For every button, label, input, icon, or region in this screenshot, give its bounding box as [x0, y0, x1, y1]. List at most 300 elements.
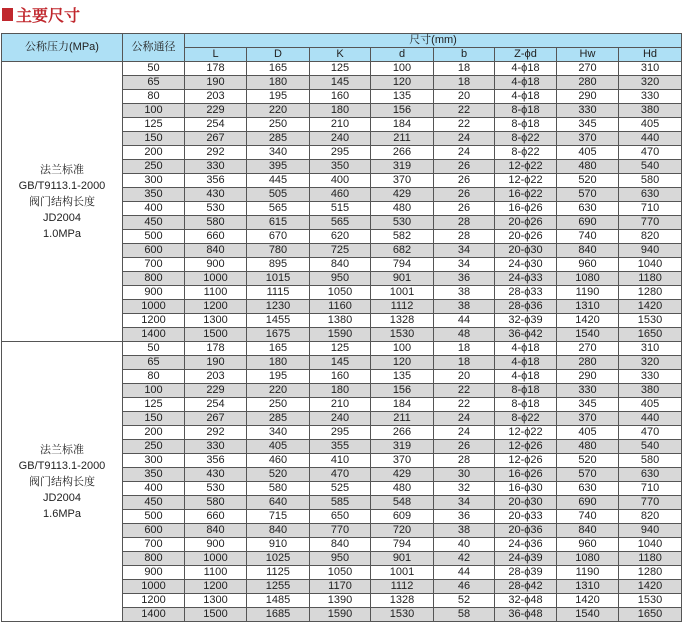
table-cell: 800	[123, 552, 185, 566]
header-col-2: K	[310, 48, 371, 62]
table-cell: 1300	[185, 594, 247, 608]
table-cell: 34	[434, 496, 495, 510]
table-cell: 580	[185, 216, 247, 230]
table-cell: 36	[434, 272, 495, 286]
table-cell: 615	[247, 216, 310, 230]
table-cell: 20-ϕ30	[495, 496, 557, 510]
table-cell: 135	[371, 370, 434, 384]
table-cell: 4-ϕ18	[495, 370, 557, 384]
table-cell: 520	[557, 454, 619, 468]
table-cell: 520	[247, 468, 310, 482]
header-col-5: Z-ϕd	[495, 48, 557, 62]
header-col-1: D	[247, 48, 310, 62]
table-cell: 80	[123, 370, 185, 384]
table-cell: 12-ϕ26	[495, 440, 557, 454]
table-cell: 480	[371, 202, 434, 216]
table-cell: 200	[123, 426, 185, 440]
table-cell: 570	[557, 468, 619, 482]
table-cell: 1500	[185, 328, 247, 342]
table-cell: 330	[619, 90, 682, 104]
table-cell: 1000	[123, 300, 185, 314]
table-cell: 740	[557, 230, 619, 244]
table-cell: 165	[247, 342, 310, 356]
table-cell: 135	[371, 90, 434, 104]
table-cell: 1310	[557, 300, 619, 314]
table-cell: 18	[434, 62, 495, 76]
table-cell: 190	[185, 356, 247, 370]
table-cell: 22	[434, 104, 495, 118]
table-cell: 266	[371, 426, 434, 440]
table-cell: 1115	[247, 286, 310, 300]
header-col-0: L	[185, 48, 247, 62]
table-cell: 1000	[185, 272, 247, 286]
table-cell: 794	[371, 258, 434, 272]
table-cell: 1280	[619, 286, 682, 300]
table-cell: 548	[371, 496, 434, 510]
table-cell: 290	[557, 370, 619, 384]
table-cell: 12-ϕ26	[495, 454, 557, 468]
standard-line: 1.6MPa	[43, 507, 81, 520]
table-cell: 715	[247, 510, 310, 524]
table-cell: 1000	[123, 580, 185, 594]
table-cell: 20	[434, 370, 495, 384]
table-cell: 330	[185, 160, 247, 174]
table-cell: 184	[371, 398, 434, 412]
table-cell: 650	[310, 510, 371, 524]
table-cell: 1040	[619, 258, 682, 272]
table-cell: 405	[619, 118, 682, 132]
table-cell: 470	[310, 468, 371, 482]
table-cell: 290	[557, 90, 619, 104]
table-cell: 28-ϕ36	[495, 300, 557, 314]
table-cell: 690	[557, 216, 619, 230]
table-cell: 8-ϕ22	[495, 146, 557, 160]
table-cell: 20-ϕ26	[495, 230, 557, 244]
table-cell: 1685	[247, 608, 310, 622]
table-cell: 211	[371, 412, 434, 426]
table-cell: 525	[310, 482, 371, 496]
table-cell: 28	[434, 230, 495, 244]
table-cell: 500	[123, 230, 185, 244]
table-cell: 210	[310, 118, 371, 132]
table-cell: 16-ϕ22	[495, 188, 557, 202]
table-cell: 400	[123, 202, 185, 216]
table-cell: 120	[371, 356, 434, 370]
table-cell: 429	[371, 188, 434, 202]
table-cell: 900	[185, 538, 247, 552]
table-cell: 340	[247, 146, 310, 160]
table-cell: 178	[185, 62, 247, 76]
table-cell: 50	[123, 62, 185, 76]
table-cell: 267	[185, 132, 247, 146]
table-cell: 36-ϕ42	[495, 328, 557, 342]
table-cell: 320	[619, 356, 682, 370]
table-cell: 280	[557, 76, 619, 90]
table-cell: 460	[310, 188, 371, 202]
table-cell: 220	[247, 384, 310, 398]
table-cell: 20-ϕ36	[495, 524, 557, 538]
table-cell: 565	[247, 202, 310, 216]
table-cell: 405	[247, 440, 310, 454]
table-cell: 1650	[619, 328, 682, 342]
standard-label	[2, 62, 123, 342]
table-cell: 660	[185, 510, 247, 524]
table-cell: 1000	[185, 552, 247, 566]
table-cell: 356	[185, 454, 247, 468]
table-cell: 480	[557, 440, 619, 454]
header-col-7: Hd	[619, 48, 682, 62]
table-cell: 480	[371, 482, 434, 496]
table-cell: 24-ϕ33	[495, 272, 557, 286]
table-cell: 345	[557, 118, 619, 132]
table-cell: 820	[619, 230, 682, 244]
table-cell: 901	[371, 552, 434, 566]
table-cell: 16-ϕ26	[495, 468, 557, 482]
table-cell: 1420	[557, 314, 619, 328]
table-cell: 1255	[247, 580, 310, 594]
table-cell: 480	[557, 160, 619, 174]
table-cell: 582	[371, 230, 434, 244]
table-cell: 1180	[619, 272, 682, 286]
table-cell: 1380	[310, 314, 371, 328]
table-cell: 609	[371, 510, 434, 524]
table-cell: 210	[310, 398, 371, 412]
table-cell: 250	[123, 160, 185, 174]
table-cell: 1180	[619, 552, 682, 566]
table-cell: 370	[557, 412, 619, 426]
table-cell: 24	[434, 426, 495, 440]
table-cell: 565	[310, 216, 371, 230]
table-cell: 4-ϕ18	[495, 90, 557, 104]
table-cell: 1080	[557, 552, 619, 566]
table-cell: 44	[434, 314, 495, 328]
table-cell: 1200	[123, 594, 185, 608]
table-cell: 250	[123, 440, 185, 454]
table-cell: 8-ϕ22	[495, 132, 557, 146]
table-cell: 1530	[619, 594, 682, 608]
table-cell: 18	[434, 342, 495, 356]
table-cell: 540	[619, 160, 682, 174]
table-cell: 400	[123, 482, 185, 496]
table-cell: 280	[557, 356, 619, 370]
table-cell: 28	[434, 454, 495, 468]
table-cell: 26	[434, 160, 495, 174]
table-cell: 4-ϕ18	[495, 356, 557, 370]
table-cell: 229	[185, 104, 247, 118]
table-cell: 18	[434, 356, 495, 370]
table-cell: 125	[310, 342, 371, 356]
table-cell: 18	[434, 76, 495, 90]
table-cell: 250	[247, 398, 310, 412]
table-cell: 580	[619, 454, 682, 468]
table-cell: 26	[434, 174, 495, 188]
table-cell: 65	[123, 356, 185, 370]
table-cell: 120	[371, 76, 434, 90]
table-cell: 1100	[185, 286, 247, 300]
table-cell: 940	[619, 524, 682, 538]
table-cell: 820	[619, 510, 682, 524]
table-cell: 505	[247, 188, 310, 202]
table-cell: 1160	[310, 300, 371, 314]
table-cell: 38	[434, 300, 495, 314]
table-cell: 1328	[371, 594, 434, 608]
header-col-6: Hw	[557, 48, 619, 62]
table-cell: 28	[434, 216, 495, 230]
table-cell: 16-ϕ26	[495, 202, 557, 216]
standard-line: 1.0MPa	[43, 227, 81, 240]
table-cell: 580	[247, 482, 310, 496]
table-cell: 1170	[310, 580, 371, 594]
table-cell: 44	[434, 566, 495, 580]
table-cell: 1112	[371, 300, 434, 314]
table-cell: 1015	[247, 272, 310, 286]
table-cell: 50	[123, 342, 185, 356]
table-cell: 319	[371, 160, 434, 174]
table-cell: 710	[619, 482, 682, 496]
table-cell: 370	[371, 174, 434, 188]
table-cell: 203	[185, 90, 247, 104]
table-cell: 184	[371, 118, 434, 132]
table-cell: 4-ϕ18	[495, 76, 557, 90]
table-cell: 1328	[371, 314, 434, 328]
table-cell: 580	[619, 174, 682, 188]
table-cell: 8-ϕ22	[495, 412, 557, 426]
table-cell: 65	[123, 76, 185, 90]
table-cell: 195	[247, 370, 310, 384]
table-cell: 585	[310, 496, 371, 510]
table-cell: 800	[123, 272, 185, 286]
table-cell: 330	[185, 440, 247, 454]
header-pressure: 公称压力(MPa)	[2, 34, 123, 62]
table-cell: 12-ϕ22	[495, 426, 557, 440]
table-cell: 1650	[619, 608, 682, 622]
table-cell: 1125	[247, 566, 310, 580]
table-cell: 1455	[247, 314, 310, 328]
table-cell: 1590	[310, 328, 371, 342]
table-cell: 28-ϕ39	[495, 566, 557, 580]
table-cell: 58	[434, 608, 495, 622]
standard-label	[2, 342, 123, 622]
standard-line: JD2004	[43, 211, 81, 224]
table-cell: 26	[434, 440, 495, 454]
table-cell: 266	[371, 146, 434, 160]
table-cell: 310	[619, 342, 682, 356]
table-cell: 24	[434, 132, 495, 146]
table-cell: 1025	[247, 552, 310, 566]
table-cell: 20-ϕ33	[495, 510, 557, 524]
header-col-3: d	[371, 48, 434, 62]
table-cell: 345	[557, 398, 619, 412]
table-cell: 470	[619, 146, 682, 160]
table-cell: 80	[123, 90, 185, 104]
table-cell: 540	[619, 440, 682, 454]
table-cell: 840	[310, 538, 371, 552]
table-cell: 38	[434, 524, 495, 538]
table-cell: 150	[123, 412, 185, 426]
table-cell: 960	[557, 258, 619, 272]
table-cell: 46	[434, 580, 495, 594]
table-cell: 520	[557, 174, 619, 188]
table-cell: 405	[557, 146, 619, 160]
table-cell: 940	[619, 244, 682, 258]
table-cell: 895	[247, 258, 310, 272]
table-cell: 48	[434, 328, 495, 342]
table-cell: 100	[371, 62, 434, 76]
table-cell: 1420	[557, 594, 619, 608]
table-cell: 670	[247, 230, 310, 244]
table-cell: 32	[434, 482, 495, 496]
table-cell: 640	[247, 496, 310, 510]
table-cell: 700	[123, 538, 185, 552]
standard-line: GB/T9113.1-2000	[18, 179, 106, 192]
table-cell: 1400	[123, 328, 185, 342]
table-cell: 380	[619, 384, 682, 398]
table-cell: 430	[185, 468, 247, 482]
table-cell: 1040	[619, 538, 682, 552]
table-cell: 145	[310, 76, 371, 90]
table-cell: 36-ϕ48	[495, 608, 557, 622]
table-cell: 1200	[185, 300, 247, 314]
table-cell: 1310	[557, 580, 619, 594]
table-cell: 620	[310, 230, 371, 244]
table-cell: 1485	[247, 594, 310, 608]
table-cell: 330	[619, 370, 682, 384]
table-cell: 840	[557, 524, 619, 538]
table-cell: 20	[434, 90, 495, 104]
table-cell: 1500	[185, 608, 247, 622]
table-cell: 630	[557, 482, 619, 496]
table-cell: 630	[619, 188, 682, 202]
table-cell: 1200	[123, 314, 185, 328]
table-cell: 770	[310, 524, 371, 538]
table-cell: 1190	[557, 286, 619, 300]
table-cell: 1100	[185, 566, 247, 580]
table-cell: 12-ϕ22	[495, 174, 557, 188]
table-cell: 145	[310, 356, 371, 370]
table-cell: 1080	[557, 272, 619, 286]
table-cell: 295	[310, 426, 371, 440]
table-cell: 1400	[123, 608, 185, 622]
table-cell: 24-ϕ36	[495, 538, 557, 552]
table-cell: 200	[123, 146, 185, 160]
table-cell: 38	[434, 286, 495, 300]
table-row	[2, 62, 682, 76]
table-cell: 1050	[310, 566, 371, 580]
table-cell: 195	[247, 90, 310, 104]
table-cell: 180	[247, 356, 310, 370]
table-cell: 440	[619, 132, 682, 146]
table-cell: 160	[310, 90, 371, 104]
table-cell: 22	[434, 398, 495, 412]
table-cell: 42	[434, 552, 495, 566]
table-cell: 900	[185, 258, 247, 272]
table-cell: 690	[557, 496, 619, 510]
table-cell: 355	[310, 440, 371, 454]
table-cell: 1200	[185, 580, 247, 594]
table-cell: 1420	[619, 300, 682, 314]
table-cell: 156	[371, 104, 434, 118]
table-cell: 960	[557, 538, 619, 552]
section-title: 主要尺寸	[2, 4, 80, 24]
table-cell: 1540	[557, 608, 619, 622]
table-cell: 292	[185, 426, 247, 440]
table-cell: 910	[247, 538, 310, 552]
table-cell: 950	[310, 552, 371, 566]
table-cell: 840	[185, 524, 247, 538]
table-cell: 211	[371, 132, 434, 146]
table-cell: 52	[434, 594, 495, 608]
table-cell: 429	[371, 468, 434, 482]
table-cell: 150	[123, 132, 185, 146]
table-cell: 1001	[371, 566, 434, 580]
standard-line: GB/T9113.1-2000	[18, 459, 106, 472]
table-cell: 125	[123, 118, 185, 132]
table-cell: 254	[185, 118, 247, 132]
table-cell: 580	[185, 496, 247, 510]
table-cell: 356	[185, 174, 247, 188]
table-cell: 350	[310, 160, 371, 174]
table-cell: 794	[371, 538, 434, 552]
table-cell: 254	[185, 398, 247, 412]
table-cell: 660	[185, 230, 247, 244]
table-cell: 370	[371, 454, 434, 468]
table-cell: 1530	[371, 328, 434, 342]
table-cell: 28-ϕ42	[495, 580, 557, 594]
table-cell: 180	[247, 76, 310, 90]
table-cell: 770	[619, 496, 682, 510]
table-cell: 1675	[247, 328, 310, 342]
table-cell: 250	[247, 118, 310, 132]
table-cell: 530	[185, 482, 247, 496]
table-cell: 28-ϕ33	[495, 286, 557, 300]
table-cell: 630	[619, 468, 682, 482]
table-cell: 292	[185, 146, 247, 160]
table-cell: 319	[371, 440, 434, 454]
table-cell: 410	[310, 454, 371, 468]
table-cell: 8-ϕ18	[495, 118, 557, 132]
standard-line: JD2004	[43, 491, 81, 504]
table-cell: 4-ϕ18	[495, 342, 557, 356]
table-cell: 405	[557, 426, 619, 440]
table-cell: 900	[123, 286, 185, 300]
standard-line: 阀门结构长度	[29, 195, 95, 208]
table-cell: 380	[619, 104, 682, 118]
table-cell: 180	[310, 104, 371, 118]
table-cell: 1230	[247, 300, 310, 314]
table-cell: 1420	[619, 580, 682, 594]
table-cell: 220	[247, 104, 310, 118]
table-cell: 630	[557, 202, 619, 216]
table-cell: 1300	[185, 314, 247, 328]
table-cell: 1390	[310, 594, 371, 608]
table-cell: 530	[371, 216, 434, 230]
table-cell: 330	[557, 384, 619, 398]
table-cell: 1050	[310, 286, 371, 300]
table-cell: 840	[557, 244, 619, 258]
table-cell: 740	[557, 510, 619, 524]
table-cell: 900	[123, 566, 185, 580]
table-cell: 100	[123, 104, 185, 118]
table-cell: 1190	[557, 566, 619, 580]
table-cell: 1530	[371, 608, 434, 622]
table-cell: 26	[434, 202, 495, 216]
table-cell: 720	[371, 524, 434, 538]
table-cell: 901	[371, 272, 434, 286]
table-cell: 840	[310, 258, 371, 272]
header-dn: 公称通径	[123, 34, 185, 62]
table-cell: 240	[310, 412, 371, 426]
table-cell: 1112	[371, 580, 434, 594]
